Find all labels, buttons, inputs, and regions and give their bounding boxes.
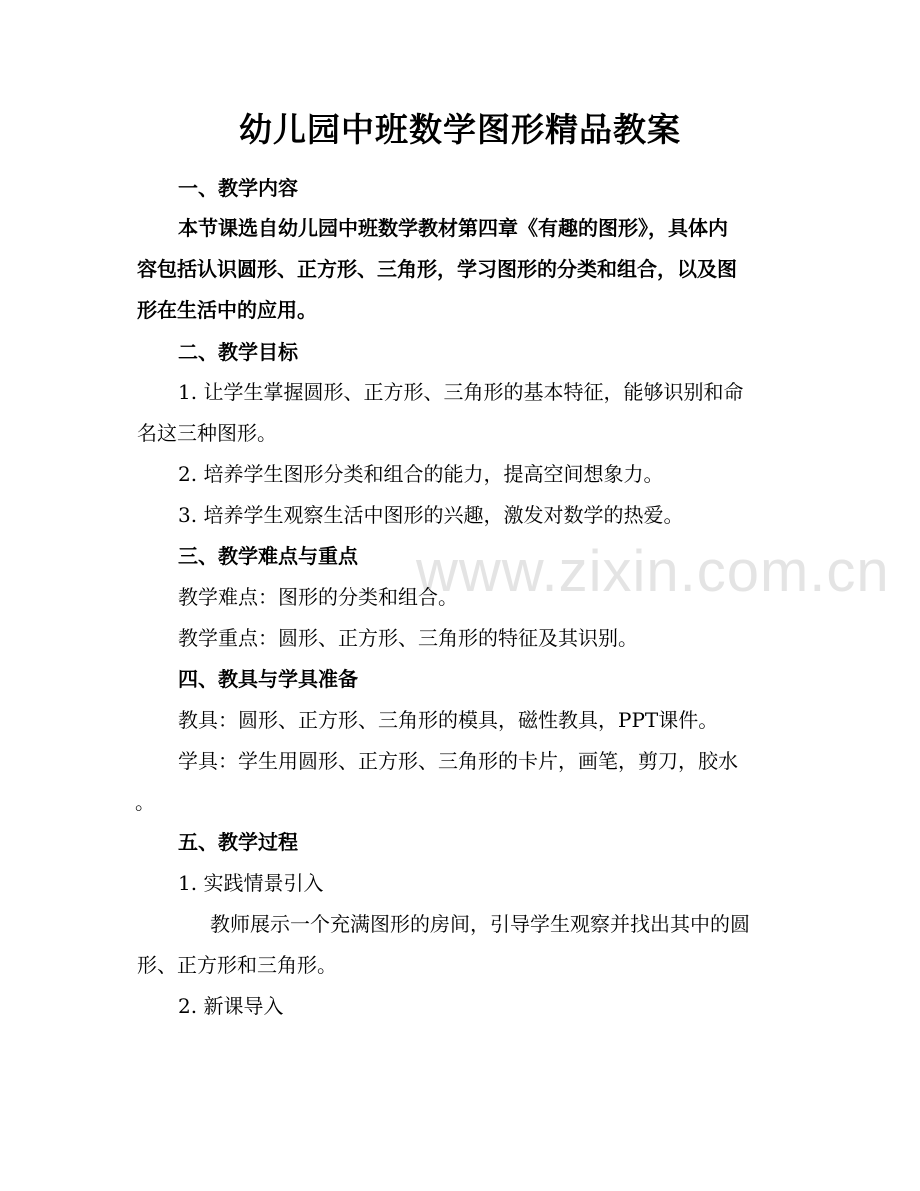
- section-heading-content: 一、教学内容: [178, 176, 298, 200]
- paragraph-line: 学具：学生用圆形、正方形、三角形的卡片，画笔，剪刀，胶水: [178, 749, 738, 773]
- list-item: 1. 让学生掌握圆形、正方形、三角形的基本特征，能够识别和命: [178, 380, 744, 404]
- watermark: www.zixin.com.cn: [416, 539, 890, 604]
- list-item: 3. 培养学生观察生活中图形的兴趣，激发对数学的热爱。: [178, 503, 684, 527]
- paragraph-line: 容包括认识圆形、正方形、三角形，学习图形的分类和组合，以及图: [137, 257, 737, 281]
- list-item: 1. 实践情景引入: [178, 871, 324, 895]
- paragraph-line: 教学重点：圆形、正方形、三角形的特征及其识别。: [178, 626, 638, 650]
- section-heading-key-points: 三、教学难点与重点: [178, 544, 358, 568]
- paragraph-line: 。: [135, 790, 155, 814]
- paragraph-line: 本节课选自幼儿园中班数学教材第四章《有趣的图形》，具体内: [178, 216, 728, 240]
- list-item: 2. 培养学生图形分类和组合的能力，提高空间想象力。: [178, 462, 664, 486]
- paragraph-line: 教具：圆形、正方形、三角形的模具，磁性教具，PPT课件。: [178, 708, 719, 732]
- section-heading-process: 五、教学过程: [178, 830, 298, 854]
- list-item: 2. 新课导入: [178, 994, 284, 1018]
- document-title: 幼儿园中班数学图形精品教案: [239, 110, 681, 149]
- section-heading-objectives: 二、教学目标: [178, 340, 298, 364]
- paragraph-line: 形在生活中的应用。: [137, 298, 317, 322]
- section-heading-materials: 四、教具与学具准备: [178, 667, 358, 691]
- paragraph-line: 教学难点：图形的分类和组合。: [178, 585, 458, 609]
- paragraph-line: 教师展示一个充满图形的房间，引导学生观察并找出其中的圆: [210, 912, 750, 936]
- paragraph-line: 形、正方形和三角形。: [137, 953, 337, 977]
- list-item-continuation: 名这三种图形。: [137, 421, 277, 445]
